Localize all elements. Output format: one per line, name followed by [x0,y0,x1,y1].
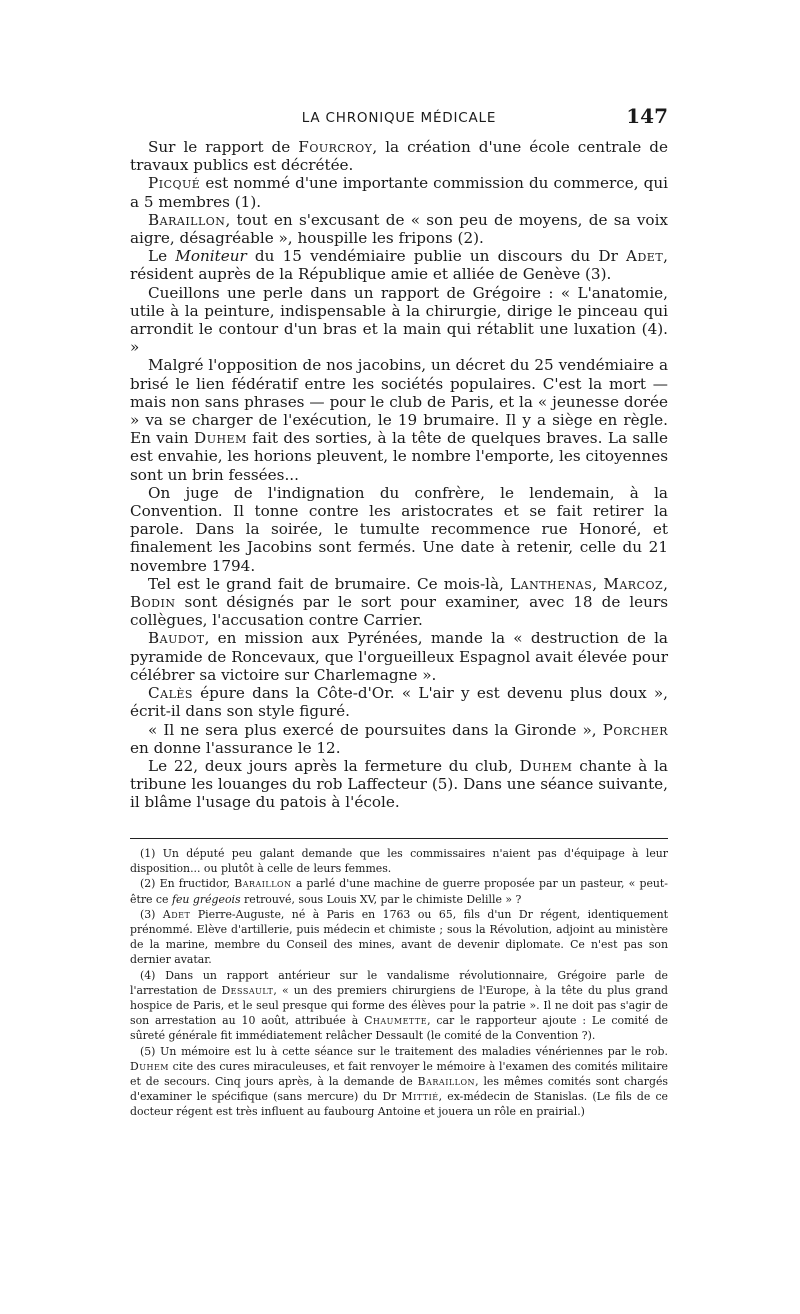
text-run: Porcher [602,720,668,739]
text-run: Marcoz [603,574,664,593]
paragraph [130,575,668,630]
paragraph [130,284,668,357]
text-run: Pierre-Auguste, né à Paris en 1763 ou 65, fils d'un Dr régent, identiquement prénommé. Elève d'artillerie, puis médecin et chimiste ; sous la Révolution, adjoint au ministère de la marine, membre du Conseil des mines, avant de devenir diplomate. Ce n'est pas son dernier avatar. [130,907,668,967]
paragraph [130,138,668,174]
text-run: , [663,574,668,593]
text-run: Duhem [194,429,247,448]
text-run: en donne l'assurance le 12. [130,738,341,757]
text-run: , la création d'une école centrale de travaux publics est décrétée. [130,138,668,175]
footnote [130,846,668,876]
page-number: 147 [626,104,668,128]
text-run: fait des sorties, à la tête de quelques braves. La salle est envahie, les horions pleuvent, le nombre l'emporte, les citoyennes sont un brin fessées... [130,429,668,484]
text-run: Fourcroy [298,138,373,156]
text-run: Adet [626,247,664,266]
text-run: feu grégeois [171,892,241,906]
text-run: Le 22, deux jours après la fermeture du club, [148,756,520,775]
paragraph [130,684,668,720]
text-run: épure dans la Côte-d'Or. « L'air y est devenu plus doux », écrit-il dans son style figuré. [130,684,668,721]
paragraph [130,721,668,757]
text-run: sont désignés par le sort pour examiner, avec 18 de leurs collègues, l'accusation contre Carrier. [130,593,668,630]
text-run: Mittié [401,1090,439,1104]
paragraph [130,629,668,684]
paragraph [130,484,668,575]
journal-title: LA CHRONIQUE MÉDICALE [301,110,497,126]
text-run: est nommé d'une importante commission du commerce, qui a 5 membres (1). [130,174,668,211]
text-run: Baraillon [417,1075,476,1089]
text-run: Sur le rapport de [148,138,299,156]
text-run: Baraillon [148,210,226,229]
text-run: (2) En fructidor, [140,877,235,891]
text-run: (4) Dans un rapport antérieur sur le vandalisme révolutionnaire, Grégoire parle de l'arrestation de [130,968,668,997]
text-run: a parlé d'une machine de guerre proposée par un pasteur, « peut-être ce [130,877,668,906]
text-run: Lanthenas [510,574,593,593]
text-run: Tel est le grand fait de brumaire. Ce mois-là, [148,574,511,593]
footnote [130,907,668,968]
text-run: cite des cures miraculeuses, et fait renvoyer le mémoire à l'examen des comités militaire et de secours. Cinq jours après, à la demande de [130,1059,668,1089]
text-run: , [592,574,604,593]
paragraph [130,247,668,283]
text-run: Cueillons une perle dans un rapport de Grégoire : « L'anatomie, utile à la peinture, indispensable à la chirurgie, dirige le pinceau qui arrondit le contour d'un bras et la main qui rétablit une luxation (4). » [130,283,668,357]
paragraph [130,174,668,210]
footnote [130,876,668,906]
paragraph [130,211,668,247]
text-run: (5) Un mémoire est lu à cette séance sur le traitement des maladies vénériennes par le rob. [140,1044,668,1058]
text-run: Baudot [148,629,205,648]
text-run: « Il ne sera plus exercé de poursuites dans la Gironde », [148,720,603,739]
footnote-separator [130,838,668,839]
text-run: , « un des premiers chirurgiens de l'Europe, à la tête du plus grand hospice de Paris, et le seul presque qui forme des élèves pour la patrie ». Il ne doit pas s'agir de son arrestation au 10 août, attribuée à [130,983,668,1028]
text-run: Baraillon [234,877,292,891]
text-run: , en mission aux Pyrénées, mande la « destruction de la pyramide de Roncevaux, que l'orgueilleux Espagnol avait élevée pour célébrer sa victoire sur Charlemagne ». [130,629,668,684]
text-run: retrouvé, sous Louis XV, par le chimiste Delille » ? [240,892,522,906]
text-run: chante à la tribune les louanges du rob Laffecteur (5). Dans une séance suivante, il blâme l'usage du patois à l'école. [130,756,668,812]
paragraph [130,757,668,812]
text-run: , ex-médecin de Stanislas. (Le fils de ce docteur régent est très influent au faubourg Antoine et jouera un rôle en prairial.) [130,1090,668,1119]
text-run: , résident auprès de la République amie et alliée de Genève (3). [130,247,668,284]
text-run: du 15 vendémiaire publie un discours du Dr [246,247,627,266]
text-run: (3) [140,907,163,921]
footnote [130,1044,668,1120]
text-run: Malgré l'opposition de nos jacobins, un décret du 25 vendémiaire a brisé le lien fédératif entre les sociétés populaires. C'est la mort — mais non sans phrases — pour le club de Paris, et la « jeunesse dorée » va se charger de l'exécution, le 19 brumaire. Il y a siège en règle. En vain [130,356,668,448]
text-run: Chaumette [364,1014,428,1028]
text-run: Duhem [130,1059,169,1073]
text-run: , les mêmes comités sont chargés d'examiner le spécifique (sans mercure) du Dr [130,1075,668,1104]
text-run: Dessault [221,983,274,997]
text-run: Moniteur [175,247,247,266]
main-text [130,138,668,812]
text-run: (1) Un député peu galant demande que les commissaires n'aient pas d'équipage à leur disposition... ou plutôt à celle de leurs femmes. [130,847,668,876]
text-run: Duhem [519,756,573,775]
running-head [130,104,668,134]
text-run: , car le rapporteur ajoute : Le comité de sûreté générale fit immédiatement relâcher Dessault (le comité de la Convention ?). [130,1014,668,1043]
footnote [130,968,668,1044]
text-run: Bodin [130,593,176,612]
footnotes [130,846,668,1120]
paragraph [130,356,668,483]
text-run: , tout en s'excusant de « son peu de moyens, de sa voix aigre, désagréable », houspille les fripons (2). [130,210,668,248]
text-run: Picqué [148,174,201,193]
text-run: Le [148,247,176,266]
text-run: Calès [148,684,193,703]
text-run: Adet [162,907,191,921]
text-run: On juge de l'indignation du confrère, le lendemain, à la Convention. Il tonne contre les aristocrates et se fait retirer la parole. Dans la soirée, le tumulte recommence rue Honoré, et finalement les Jacobins sont fermés. Une date à retenir, celle du 21 novembre 1794. [130,483,668,575]
